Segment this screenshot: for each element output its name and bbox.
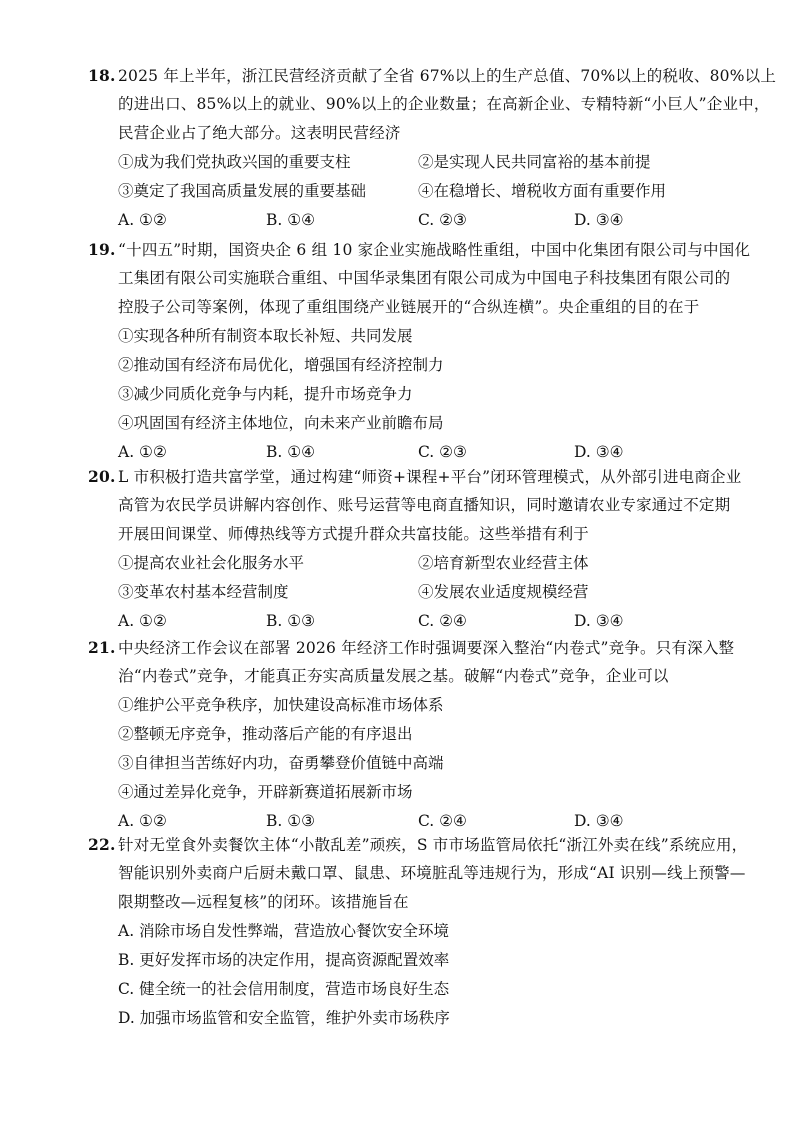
choice-c: C. ②③ — [418, 211, 467, 229]
statement-1: ①提高农业社会化服务水平 — [118, 554, 305, 572]
question-stem-line — [88, 235, 751, 264]
statement-4: ④发展农业适度规模经营 — [418, 583, 589, 601]
stem-text: “十四五”时期，国资央企 6 组 10 家企业实施战略性重组，中国中化集团有限公司与中国化 — [118, 241, 751, 259]
statement-row — [88, 578, 748, 607]
question-stem-line — [88, 61, 777, 90]
choice-a: A. ①② — [118, 211, 167, 229]
choice-c: C. ②④ — [418, 812, 467, 830]
statement-3: ③减少同质化竞争与内耗，提升市场竞争力 — [118, 385, 413, 403]
statement-2: ②推动国有经济布局优化，增强国有经济控制力 — [118, 356, 444, 374]
choice-c: C. ②③ — [418, 443, 467, 461]
statement-1: ①成为我们党执政兴国的重要支柱 — [118, 153, 351, 171]
question-stem-line — [88, 462, 748, 491]
question-stem-line: 限期整改—远程复核”的闭环。该措施旨在 — [118, 893, 409, 911]
question-stem-line: 高管为农民学员讲解内容创作、账号运营等电商直播知识，同时邀请农业专家通过不定期 — [118, 496, 731, 514]
choice-d: D. ③④ — [574, 812, 624, 830]
statement-4: ④在稳增长、增税收方面有重要作用 — [418, 182, 667, 200]
question-22 — [88, 830, 748, 1033]
choice-a: A. ①② — [118, 812, 167, 830]
choice-row — [88, 206, 748, 235]
statement-3: ③变革农村基本经营制度 — [118, 583, 289, 601]
question-stem-line — [88, 633, 748, 662]
statement-3: ③奠定了我国高质量发展的重要基础 — [118, 182, 367, 200]
question-21 — [88, 633, 748, 836]
stem-text: 针对无堂食外卖餐饮主体“小散乱差”顽疾，S 市市场监管局依托“浙江外卖在线”系统应用， — [118, 836, 748, 854]
statement-2: ②整顿无序竞争，推动落后产能的有序退出 — [118, 725, 413, 743]
question-number: 19. — [88, 240, 116, 259]
question-stem-line: 的进出口、85%以上的就业、90%以上的企业数量；在高新企业、专精特新“小巨人”企业中， — [118, 95, 770, 113]
option-d: D. 加强市场监管和安全监管，维护外卖市场秩序 — [118, 1009, 450, 1027]
choice-b: B. ①④ — [266, 211, 316, 229]
choice-row — [88, 607, 748, 636]
choice-d: D. ③④ — [574, 612, 624, 630]
statement-3: ③自律担当苦练好内功，奋勇攀登价值链中高端 — [118, 754, 444, 772]
option-c: C. 健全统一的社会信用制度，营造市场良好生态 — [118, 980, 450, 998]
question-number: 22. — [88, 835, 116, 854]
statement-1: ①维护公平竞争秩序，加快建设高标准市场体系 — [118, 696, 444, 714]
question-number: 20. — [88, 467, 116, 486]
choice-d: D. ③④ — [574, 443, 624, 461]
question-stem-line: 开展田间课堂、师傅热线等方式提升群众共富技能。这些举措有利于 — [118, 525, 590, 543]
statement-row — [88, 148, 748, 177]
question-20 — [88, 462, 748, 636]
choice-b: B. ①④ — [266, 443, 316, 461]
question-number: 18. — [88, 66, 116, 85]
statement-4: ④巩固国有经济主体地位，向未来产业前瞻布局 — [118, 414, 444, 432]
statement-row — [88, 549, 748, 578]
question-stem-line: 治“内卷式”竞争，才能真正夯实高质量发展之基。破解“内卷式”竞争，企业可以 — [118, 667, 669, 685]
question-stem-line: 控股子公司等案例，体现了重组围绕产业链展开的“合纵连横”。央企重组的目的在于 — [118, 298, 700, 316]
statement-4: ④通过差异化竞争，开辟新赛道拓展新市场 — [118, 783, 413, 801]
choice-d: D. ③④ — [574, 211, 624, 229]
question-19 — [88, 235, 751, 467]
question-stem-line: 智能识别外卖商户后厨未戴口罩、鼠患、环境脏乱等违规行为，形成“AI 识别—线上预警— — [118, 864, 746, 882]
statement-row — [88, 177, 748, 206]
choice-b: B. ①③ — [266, 612, 316, 630]
question-stem-line: 工集团有限公司实施联合重组、中国华录集团有限公司成为中国电子科技集团有限公司的 — [118, 269, 731, 287]
question-number: 21. — [88, 638, 116, 657]
statement-1: ①实现各种所有制资本取长补短、共同发展 — [118, 327, 413, 345]
stem-text: 中央经济工作会议在部署 2026 年经济工作时强调要深入整治“内卷式”竞争。只有深入整 — [118, 639, 735, 657]
question-stem-line — [88, 830, 748, 859]
choice-a: A. ①② — [118, 612, 167, 630]
stem-text: 2025 年上半年，浙江民营经济贡献了全省 67%以上的生产总值、70%以上的税收、80%以上 — [118, 67, 777, 85]
statement-2: ②是实现人民共同富裕的基本前提 — [418, 153, 651, 171]
option-b: B. 更好发挥市场的决定作用，提高资源配置效率 — [118, 951, 450, 969]
stem-text: L 市积极打造共富学堂，通过构建“师资+课程+平台”闭环管理模式，从外部引进电商企业 — [118, 468, 742, 486]
question-18 — [88, 61, 777, 235]
question-stem-line: 民营企业占了绝大部分。这表明民营经济 — [118, 124, 401, 142]
statement-2: ②培育新型农业经营主体 — [418, 554, 589, 572]
choice-a: A. ①② — [118, 443, 167, 461]
choice-c: C. ②④ — [418, 612, 467, 630]
choice-b: B. ①③ — [266, 812, 316, 830]
option-a: A. 消除市场自发性弊端，营造放心餐饮安全环境 — [118, 922, 450, 940]
